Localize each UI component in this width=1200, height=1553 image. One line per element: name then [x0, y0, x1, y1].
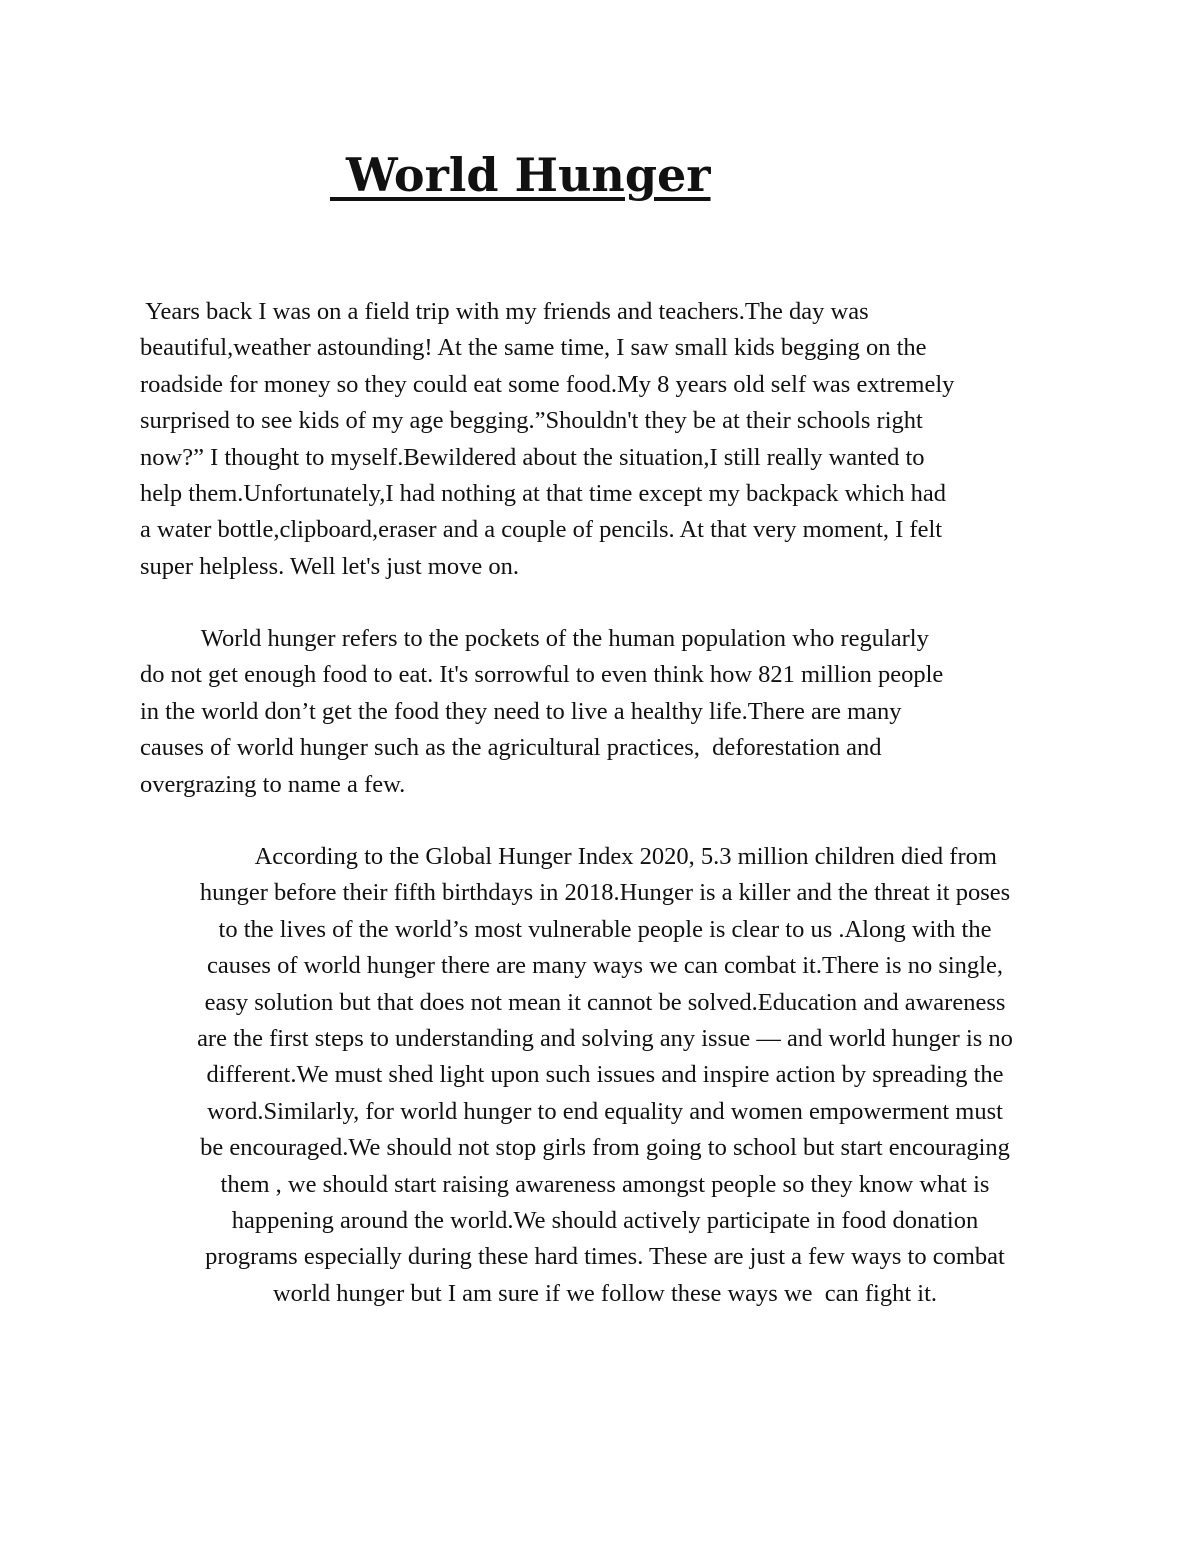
text-line: beautiful,weather astounding! At the same time, I saw small kids begging on the	[140, 334, 927, 362]
text-line: super helpless. Well let's just move on.	[140, 552, 519, 580]
paragraph-definition	[140, 621, 1070, 803]
text-line: World hunger refers to the pockets of the human population who regularly	[140, 625, 929, 652]
text-line: do not get enough food to eat. It's sorrowful to even think how 821 million people	[140, 661, 944, 689]
text-line: surprised to see kids of my age begging.”Shouldn't they be at their schools right	[140, 407, 923, 435]
text-line: roadside for money so they could eat some food.My 8 years old self was extremely	[140, 370, 955, 398]
paragraph-solutions	[140, 839, 1070, 1312]
text-line: different.We must shed light upon such issues and inspire action by spreading the	[206, 1061, 1004, 1089]
text-line: be encouraged.We should not stop girls from going to school but start encouraging	[200, 1134, 1010, 1162]
text-line: programs especially during these hard times. These are just a few ways to combat	[205, 1243, 1005, 1271]
text-line: them , we should start raising awareness amongst people so they know what is	[220, 1170, 990, 1198]
text-line: happening around the world.We should actively participate in food donation	[231, 1207, 979, 1235]
text-line: Years back I was on a field trip with my friends and teachers.The day was	[140, 298, 869, 325]
text-line: word.Similarly, for world hunger to end equality and women empowerment must	[207, 1097, 1003, 1125]
text-line: causes of world hunger there are many ways we can combat it.There is no single,	[207, 952, 1003, 980]
text-line: in the world don’t get the food they need to live a healthy life.There are many	[140, 697, 902, 725]
text-line: are the first steps to understanding and solving any issue — and world hunger is no	[197, 1025, 1013, 1053]
text-line: hunger before their fifth birthdays in 2018.Hunger is a killer and the threat it poses	[199, 879, 1011, 907]
text-line: help them.Unfortunately,I had nothing at that time except my backpack which had	[140, 480, 946, 508]
text-line: overgrazing to name a few.	[140, 770, 406, 798]
document-title: World Hunger	[330, 148, 711, 202]
text-line: causes of world hunger such as the agricultural practices, deforestation and	[140, 734, 882, 762]
paragraph-field-trip	[140, 294, 1070, 585]
text-line: According to the Global Hunger Index 2020, 5.3 million children died from	[213, 843, 997, 870]
text-line: easy solution but that does not mean it cannot be solved.Education and awareness	[204, 988, 1006, 1016]
text-line: a water bottle,clipboard,eraser and a couple of pencils. At that very moment, I felt	[140, 516, 943, 544]
text-line: now?” I thought to myself.Bewildered about the situation,I still really wanted to	[140, 443, 925, 471]
text-line: world hunger but I am sure if we follow these ways we can fight it.	[272, 1279, 938, 1307]
text-line: to the lives of the world’s most vulnerable people is clear to us .Along with the	[218, 915, 992, 943]
